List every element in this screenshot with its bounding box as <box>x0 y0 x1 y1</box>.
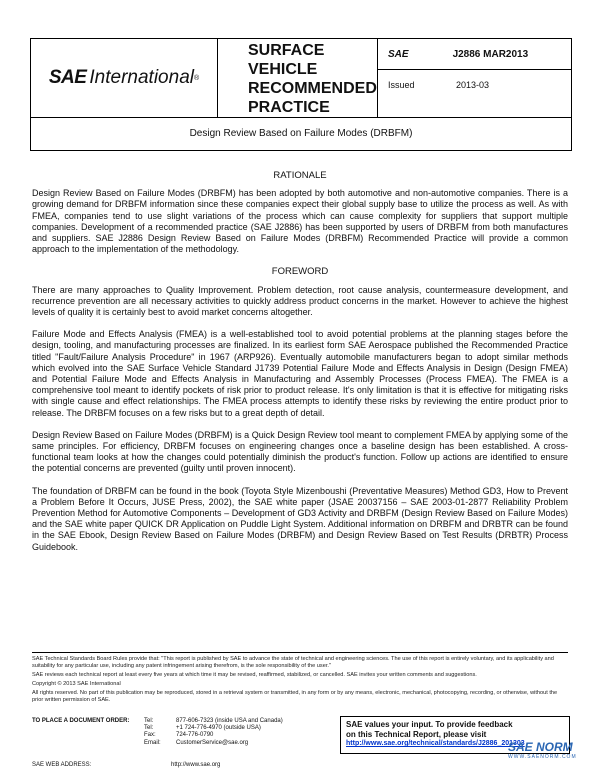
feedback-text: SAE values your input. To provide feedback <box>346 720 513 729</box>
order-label: TO PLACE A DOCUMENT ORDER: <box>32 718 130 724</box>
sae-international-logo <box>31 39 218 117</box>
logo-sae: SAE <box>48 67 87 88</box>
footer-note: All rights reserved. No part of this publication may be reproduced, stored in a retrieval system or transmitted, in any form or by any means, electronic, mechanical, photocopying, recording, or otherwise, without the prior written permission of SAE. <box>32 690 558 703</box>
rationale-paragraph: Design Review Based on Failure Modes (DRBFM) has been adopted by both automotive and non-automotive companies. There is a growing demand for DRBFM information since these companies expect their global supply base to utilize the process as well. As with FMEA, companies tend to use slight variations of the process which can cause complexity for suppliers that support multiple companies. Development of a recommended practice (SAE J2886) has been supported by users of DRBFM from both manufactures and suppliers. SAE J2886 Design Review Based on Failure Modes (DRBFM) Recommended Practice will provide a common approach to the implementation of the methodology. <box>32 188 568 255</box>
document-header <box>30 38 572 118</box>
contact-value: 877-606-7323 (inside USA and Canada) <box>176 718 283 724</box>
title-line: SURFACE <box>248 42 325 59</box>
document-id: J2886 MAR2013 <box>452 48 529 60</box>
document-body <box>32 170 568 564</box>
watermark-text: SAE NORM <box>508 740 573 754</box>
document-info <box>378 39 571 117</box>
contact-key: Email: <box>144 739 161 746</box>
web-address <box>32 762 220 768</box>
logo-registered-mark: ® <box>193 74 200 82</box>
section-heading-foreword: FOREWORD <box>271 266 329 278</box>
foreword-paragraph: Design Review Based on Failure Modes (DRBFM) is a Quick Design Review tool meant to complement FMEA by applying some of the same principles. For efficiency, DRBFM focuses on engineering changes once a baseline design has been established. A cross-functional team looks at how the changes could potentially diminish the product's function. Follow up actions are identified to ensure the potential concerns are prevented (guilty until proven innocent). <box>32 429 568 474</box>
foreword-paragraph: Failure Mode and Effects Analysis (FMEA) is a well-established tool to avoid potential problems at the planning stages before the design, tooling, and manufacturing processes are finalized. In its earliest form SAE Aerospace published the Recommended Practice titled "Fault/Failure Analysis Procedure" in 1967 (ARP926). Eventually automobile manufacturers began to adopt similar methods which evolved into the SAE Surface Vehicle Standard J1739 Potential Failure Mode and Effects Analysis in Design (Design FMEA) and Potential Failure Mode and Effects Analysis in Manufacturing and Assembly Processes (Process FMEA). The FMEA is a comprehensive tool meant to identify pockets of risk prior to product release. It's only limitation is that it is effective for mitigating risks with single cause and effect relationships. The FMEA process attempts to identify these risks by reviewing the entire product prior to release. The DRBFM focuses on a few risks but to a great depth of detail. <box>32 329 568 418</box>
sae-mini-logo: SAE <box>388 48 409 60</box>
contact-value: +1 724-776-4970 (outside USA) <box>176 725 261 732</box>
contact-email-link[interactable]: CustomerService@sae.org <box>176 739 249 746</box>
footer-note: SAE reviews each technical report at least every five years at which time it may be revised, reaffirmed, stabilized, or cancelled. SAE invites your written comments and suggestions. <box>32 672 477 678</box>
issued-label: Issued <box>388 80 415 90</box>
footer-note: SAE Technical Standards Board Rules provide that: "This report is published by SAE to advance the state of technical and engineering sciences. The use of this report is entirely voluntary, and its applicability and suitability for any particular use, including any patent infringement arising therefrom, is the sole responsibility of the user." <box>32 656 554 669</box>
contact-key: Tel: <box>144 725 154 732</box>
title-line: PRACTICE <box>248 99 330 116</box>
contact-key: Tel: <box>144 718 154 724</box>
issued-date: 2013-03 <box>456 80 490 90</box>
contact-key: Fax: <box>144 732 156 739</box>
document-type-title <box>218 39 378 117</box>
feedback-link[interactable]: http://www.sae.org/technical/standards/J2886_201303 <box>346 740 525 747</box>
foreword-paragraph: There are many approaches to Quality Improvement. Problem detection, root cause analysis, countermeasure development, and recurrence prevention are all necessary activities to quickly address product concerns in the market. However to achieve the highest levels of quality it is certainly best to avoid market concerns altogether. <box>32 284 568 318</box>
title-line: RECOMMENDED <box>248 80 377 97</box>
issued-row <box>378 70 571 117</box>
footer-divider <box>32 652 568 653</box>
feedback-text: on this Technical Report, please visit <box>346 729 487 739</box>
section-heading-rationale: RATIONALE <box>273 170 327 181</box>
watermark-subtext: WWW.SAENORM.COM <box>508 754 577 760</box>
document-id-row <box>378 39 571 70</box>
footer-note: Copyright © 2013 SAE International <box>32 681 121 687</box>
foreword-paragraph: The foundation of DRBFM can be found in the book (Toyota Style Mizenboushi (Preventative Measures) Method GD3, How to Prevent a Problem Before It Occurs, JUSE Press, 2002), the SAE white paper (JSAE 20037156 – SAE 2003-01-2877 Reliability Problem Prevention Method for Automotive Components – Development of GD3 Activity and DRBFM (Design Review Based on Failure Modes) and the SAE white paper QUICK DR Application on Puddle Light System. Additional information on DRBFM and DRBTR can be found in the SAE Ebook, Design Review Based on Failure Modes (DRBFM) and Design Review Based on Test Results (DRBTR) Process Guidebook. <box>32 485 568 552</box>
order-contacts <box>32 718 283 747</box>
contact-value: 724-776-0790 <box>176 732 214 739</box>
document-subtitle: Design Review Based on Failure Modes (DRBFM) <box>30 116 572 151</box>
footer-notes <box>32 656 568 706</box>
saenorm-watermark <box>508 740 577 760</box>
logo-international: International <box>89 67 194 88</box>
title-line: VEHICLE <box>248 61 318 78</box>
web-address-label: SAE WEB ADDRESS: <box>32 762 92 768</box>
web-address-link[interactable]: http://www.sae.org <box>171 762 221 768</box>
